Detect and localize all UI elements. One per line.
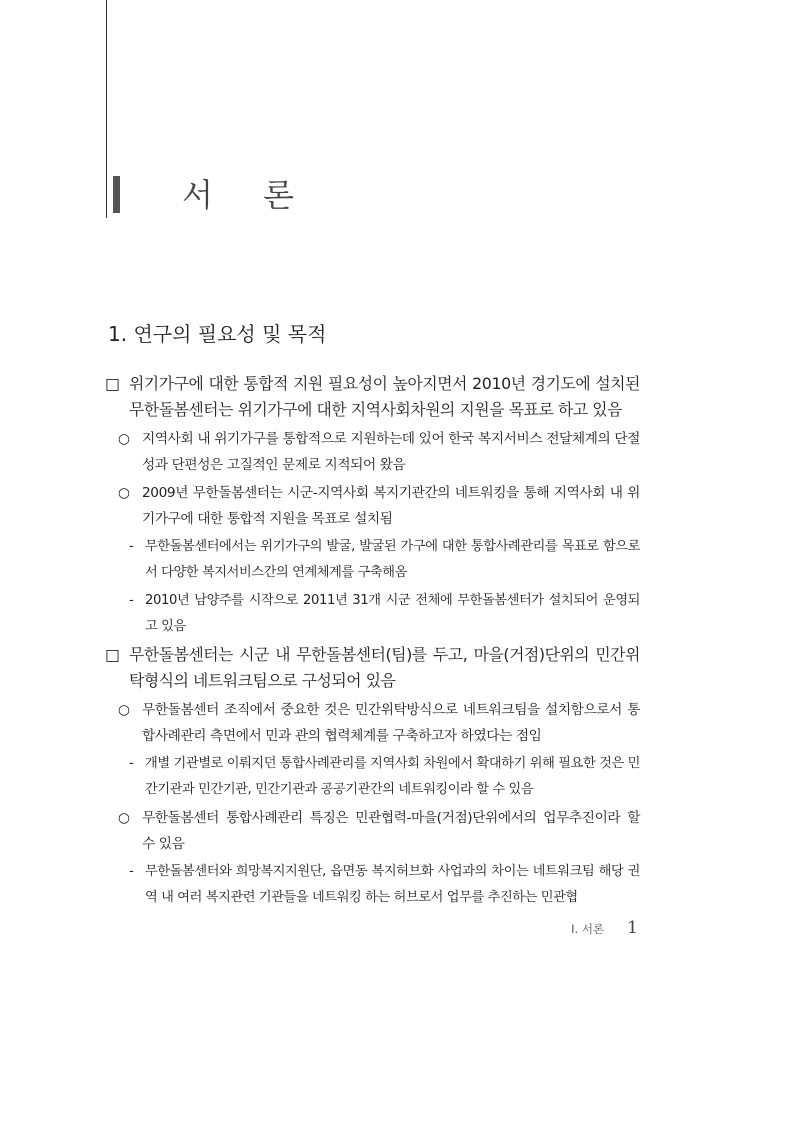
chapter-title: 서 론 <box>182 176 314 214</box>
footer-chapter-label: Ⅰ. 서론 <box>571 922 605 936</box>
circle-bullet-icon: ○ <box>118 702 130 718</box>
list-item <box>105 805 640 857</box>
dash-bullet-icon: - <box>129 864 134 879</box>
list-item-text: 위기가구에 대한 통합적 지원 필요성이 높아지면서 2010년 경기도에 설치된 무한돌봄센터는 위기가구에 대한 지역사회차원의 지원을 목표로 하고 있음 <box>129 374 640 419</box>
list-item-text: 무한돌봄센터 조직에서 중요한 것은 민간위탁방식으로 네트워크팀을 설치함으로서 통합사례관리 측면에서 민과 관의 협력체계를 구축하고자 하였다는 점임 <box>142 702 640 744</box>
list-item <box>105 642 640 694</box>
list-item-text: 개별 기관별로 이뤄지던 통합사례관리를 지역사회 차원에서 확대하기 위해 필요한 것은 민간기관과 민간기관, 민간기관과 공공기관간의 네트워킹이라 할 수 있음 <box>145 756 640 797</box>
list-item-text: 무한돌봄센터 통합사례관리 특징은 민관협력-마을(거점)단위에서의 업무추진이라 할 수 있음 <box>142 810 640 852</box>
list-item-text: 무한돌봄센터와 희망복지지원단, 읍면동 복지허브화 사업과의 차이는 네트워크팀 해당 권역 내 여러 복지관련 기관들을 네트워킹 하는 허브로서 업무를 추진하는 민관협 <box>145 864 640 905</box>
dash-bullet-icon: - <box>129 593 134 608</box>
list-item <box>105 588 640 640</box>
list-item <box>105 751 640 803</box>
list-item-text: 무한돌봄센터에서는 위기가구의 발굴, 발굴된 가구에 대한 통합사례관리를 목표로 함으로서 다양한 복지서비스간의 연계체계를 구축해옴 <box>145 539 640 580</box>
list-item <box>105 426 640 478</box>
square-bullet-icon: □ <box>105 374 120 393</box>
chapter-number-mark <box>113 176 120 213</box>
list-item-text: 무한돌봄센터는 시군 내 무한돌봄센터(팀)를 두고, 마을(거점)단위의 민간위탁형식의 네트워크팀으로 구성되어 있음 <box>129 645 640 690</box>
list-item <box>105 534 640 586</box>
section-title: 1. 연구의 필요성 및 목적 <box>108 322 327 346</box>
dash-bullet-icon: - <box>129 539 134 554</box>
list-item <box>105 371 640 423</box>
circle-bullet-icon: ○ <box>118 810 130 826</box>
list-item <box>105 697 640 749</box>
square-bullet-icon: □ <box>105 645 120 664</box>
body-content <box>105 369 640 913</box>
list-item-text: 2009년 무한돌봄센터는 시군-지역사회 복지기관간의 네트워킹을 통해 지역사회 내 위기가구에 대한 통합적 지원을 목표로 설치됨 <box>142 485 640 527</box>
list-item-text: 2010년 남양주를 시작으로 2011년 31개 시군 전체에 무한돌봄센터가 설치되어 운영되고 있음 <box>145 593 640 634</box>
dash-bullet-icon: - <box>129 756 134 771</box>
list-item <box>105 859 640 911</box>
page-footer <box>571 918 638 938</box>
circle-bullet-icon: ○ <box>118 431 130 447</box>
list-item-text: 지역사회 내 위기가구를 통합적으로 지원하는데 있어 한국 복지서비스 전달체계의 단절성과 단편성은 고질적인 문제로 지적되어 왔음 <box>142 431 640 473</box>
page-number: 1 <box>627 918 638 938</box>
circle-bullet-icon: ○ <box>118 485 130 501</box>
header-vertical-rule <box>106 0 107 218</box>
list-item <box>105 480 640 532</box>
